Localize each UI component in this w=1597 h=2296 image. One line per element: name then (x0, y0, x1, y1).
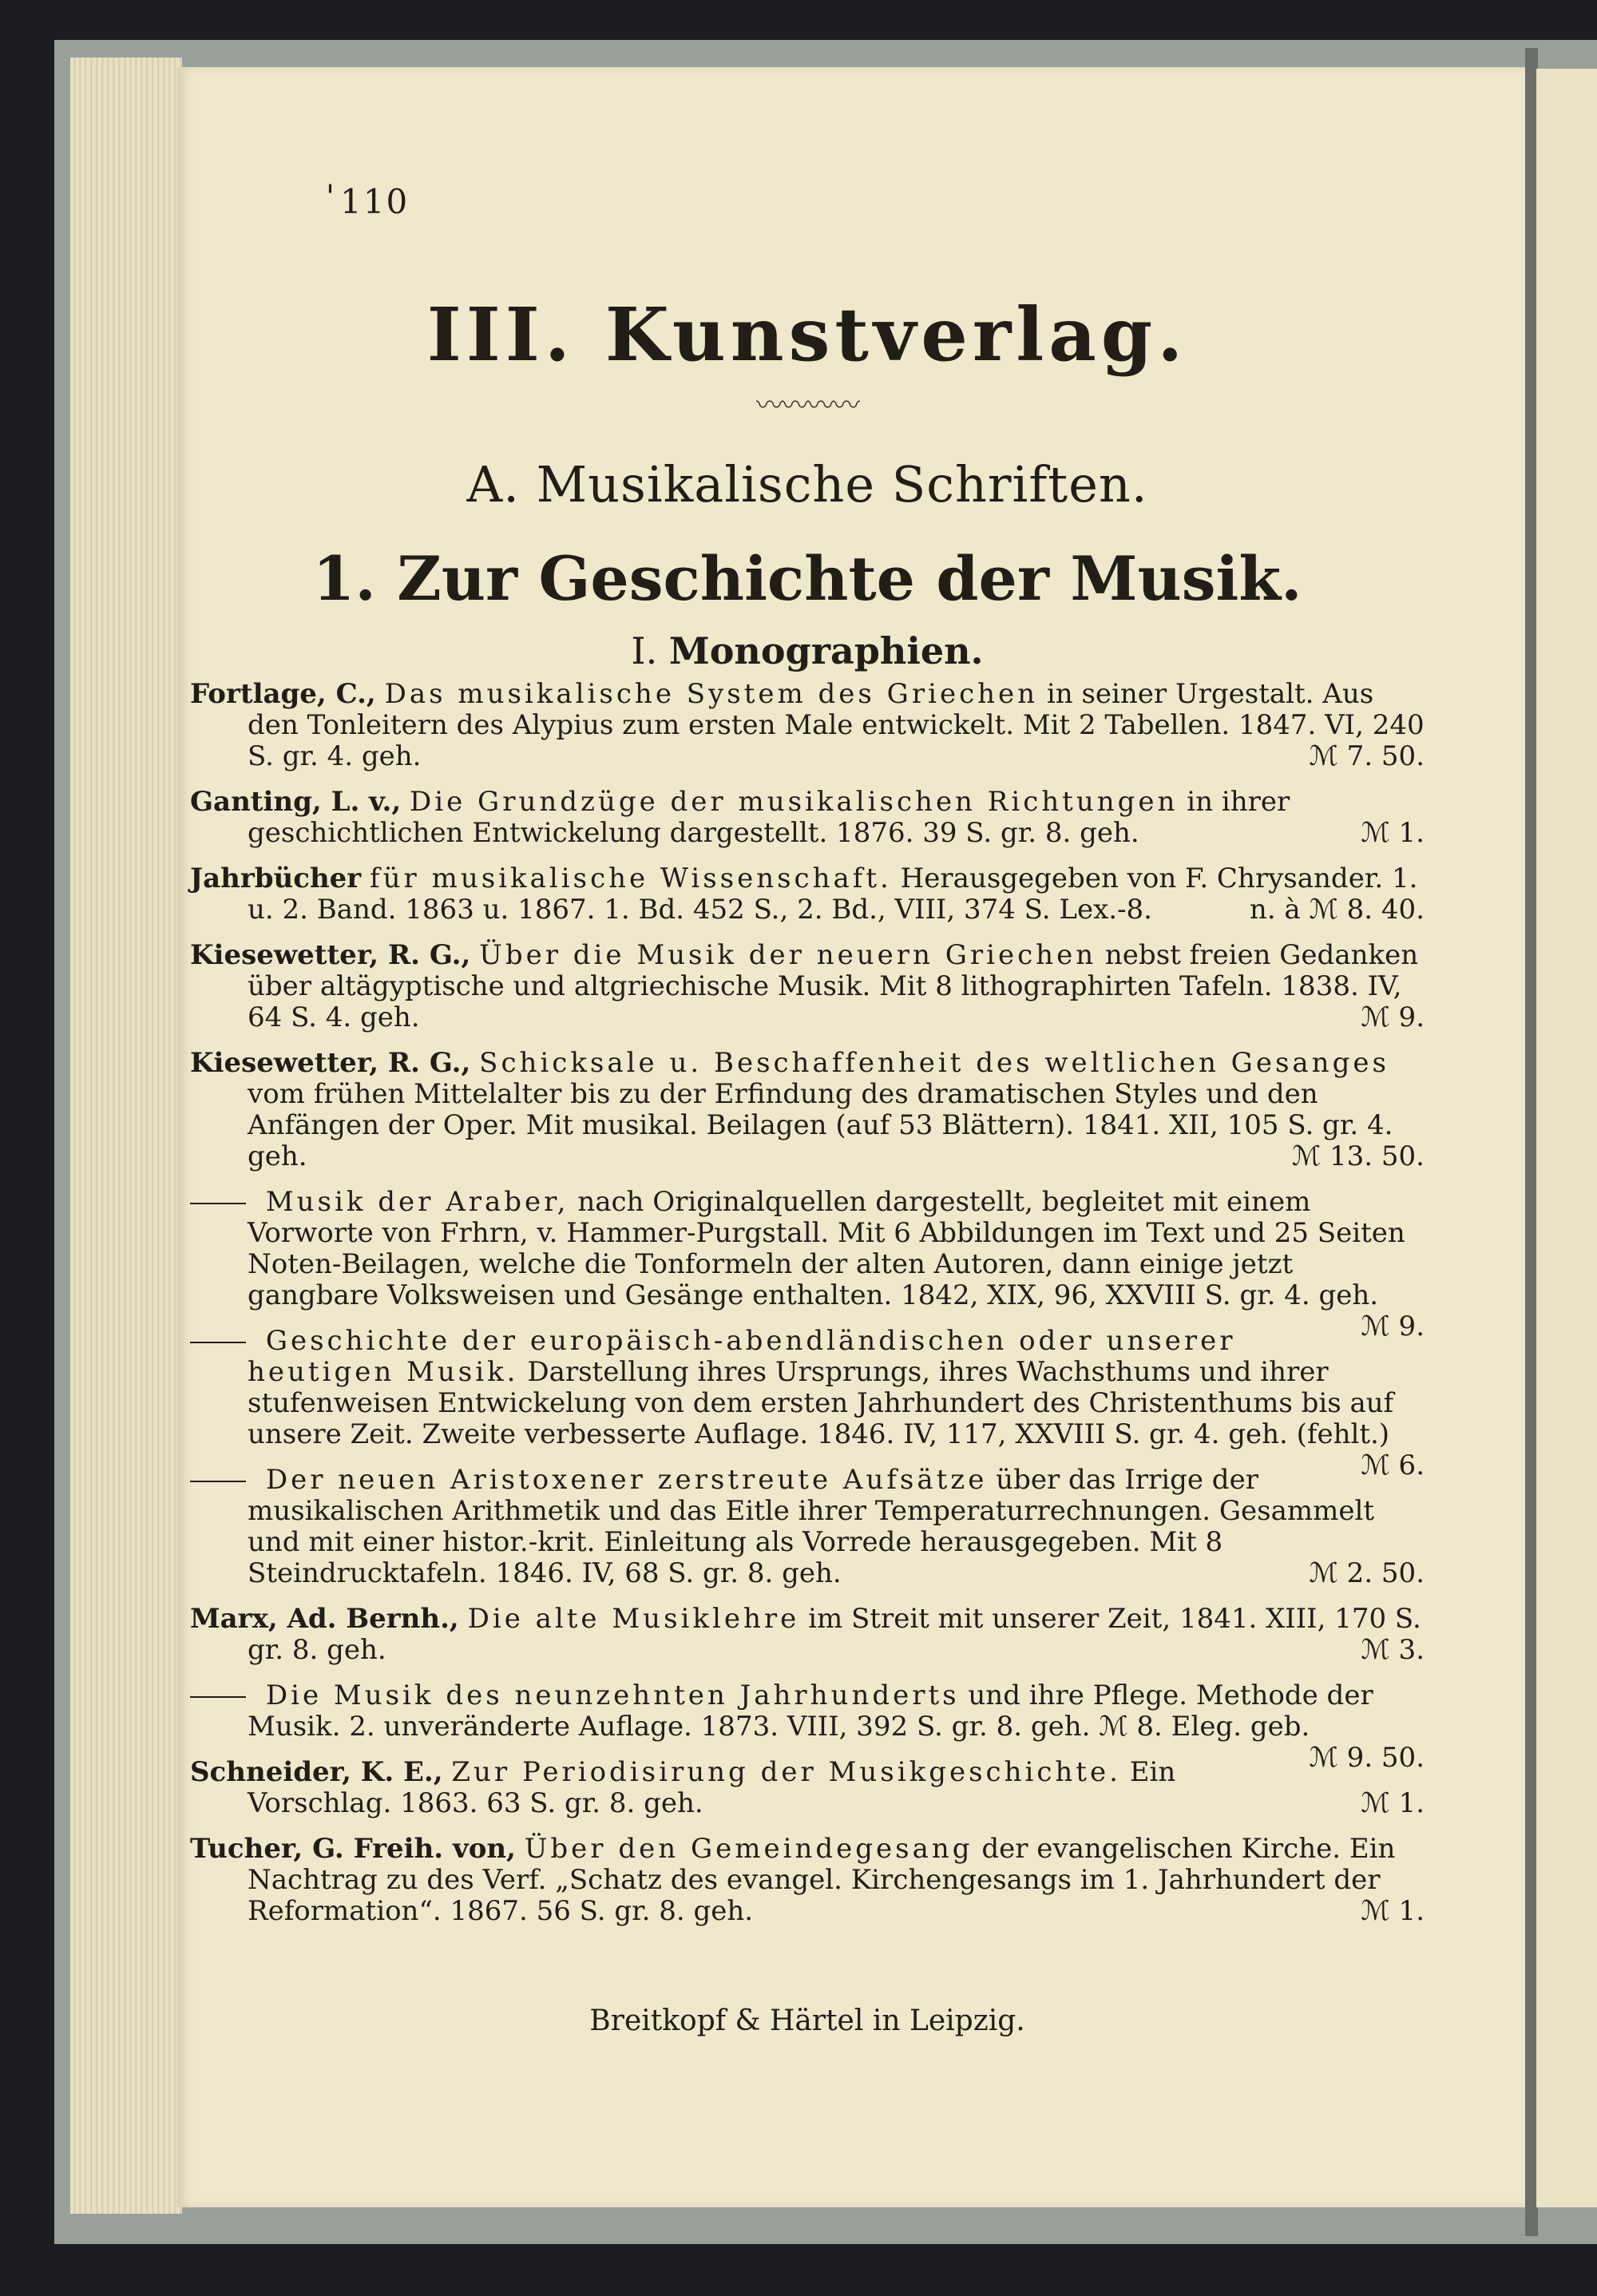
entry-author: Kiesewetter, R. G., (190, 939, 471, 971)
entry-author: Ganting, L. v., (190, 786, 402, 818)
page-mark: ' (326, 179, 335, 216)
entry-price: ℳ 13. 50. (1291, 1140, 1425, 1172)
entry-text: Darstellung ihres Ursprungs, ihres Wachsthums und ihrer stufenweisen Entwickelung von dem ersten Jahrhundert des Christenthums bis auf unsere Zeit. Zweite verbesserte Auflage. 1846. IV, 117, XXVIII S. gr. 4. geh. (fehlt.) (248, 1356, 1394, 1450)
ditto-dash (190, 1696, 246, 1698)
section-title: III. Kunstverlag. (426, 291, 1188, 378)
list-item (190, 1048, 1425, 1172)
entry-title: Der neuen Aristoxener zerstreute Aufsätze (265, 1464, 988, 1496)
entry-text: in ihrer geschichtlichen Entwickelung dargestellt. 1876. 39 S. gr. 8. geh. (248, 786, 1290, 849)
entry-price: ℳ 9. 50. (1309, 1742, 1425, 1774)
entry-text: vom frühen Mittelalter bis zu der Erfindung des dramatischen Styles und den Anfängen der Oper. Mit musikal. Beilagen (auf 53 Blättern). 1841. XII, 105 S. gr. 4. geh. (248, 1078, 1393, 1172)
entry-text: und ihre Pflege. Methode der Musik. 2. unveränderte Auflage. 1873. VIII, 392 S. gr. 8. geh. ℳ 8. Eleg. geb. (248, 1679, 1373, 1743)
list-item (190, 940, 1425, 1033)
entry-title: Die Musik des neunzehnten Jahrhunderts (265, 1679, 960, 1711)
list-item (190, 1757, 1425, 1819)
entry-price: ℳ 9. (1361, 1311, 1425, 1342)
entry-author: Kiesewetter, R. G., (190, 1047, 471, 1079)
entry-text: im Streit mit unserer Zeit, 1841. XIII, 170 S. gr. 8. geh. (248, 1603, 1421, 1666)
entry-author: Fortlage, C., (190, 678, 376, 710)
facing-page-edge (1536, 69, 1597, 2207)
entry-title: für musikalische Wissenschaft. (370, 862, 892, 894)
entry-list (190, 679, 1425, 1941)
list-item (190, 863, 1425, 926)
entry-title: Zur Periodisirung der Musikgeschichte. (451, 1756, 1121, 1788)
ditto-dash (190, 1481, 246, 1482)
entry-price: ℳ 1. (1361, 1787, 1425, 1819)
entry-price: ℳ 1. (1361, 817, 1425, 849)
ditto-dash (190, 1342, 246, 1343)
entry-price: ℳ 2. 50. (1309, 1557, 1425, 1589)
entry-price: ℳ 6. (1361, 1449, 1425, 1481)
entry-text: der evangelischen Kirche. Ein Nachtrag zu des Verf. „Schatz des evangel. Kirchengesangs im 1. Jahrhundert der Reformation“. 1867. 56 S. gr. 8. geh. (248, 1833, 1396, 1927)
entry-price: ℳ 3. (1361, 1634, 1425, 1666)
entry-title: Über die Musik der neuern Griechen (479, 939, 1097, 971)
page-edges (70, 57, 182, 2214)
entry-author: Schneider, K. E., (190, 1756, 443, 1788)
entry-title: Das musikalische System des Griechen (384, 678, 1039, 710)
list-item (190, 787, 1425, 849)
entry-price: ℳ 7. 50. (1309, 740, 1425, 772)
entry-price: ℳ 9. (1361, 1001, 1425, 1033)
entry-title: Geschichte der europäisch-abendländischen oder unserer heutigen Musik. (248, 1325, 1236, 1388)
page-number: 110 (340, 182, 410, 221)
entry-text: nebst freien Gedanken über altägyptische und altgriechische Musik. Mit 8 lithographirten Tafeln. 1838. IV, 64 S. 4. geh. (248, 939, 1419, 1033)
list-item (190, 1186, 1425, 1342)
entry-price: n. à ℳ 8. 40. (1249, 894, 1425, 926)
ornament-divider: 〰〰〰〰 (756, 390, 858, 422)
entry-text: Ein Vorschlag. 1863. 63 S. gr. 8. geh. (248, 1756, 1176, 1819)
entry-title: Die Grundzüge der musikalischen Richtungen (409, 786, 1179, 818)
entry-text: über das Irrige der musikalischen Arithmetik und das Eitle ihrer Temperaturrechnungen. Gesammelt und mit einer histor.-krit. Einleitung als Vorrede herausgegeben. Mit 8 Steindrucktafeln. 1846. IV, 68 S. gr. 8. geh. (248, 1464, 1375, 1589)
entry-title: Musik der Araber, (265, 1186, 569, 1218)
entry-title: Die alte Musiklehre (467, 1603, 800, 1635)
list-item (190, 679, 1425, 772)
list-item (190, 1465, 1425, 1589)
entry-title: Schicksale u. Beschaffenheit des weltlichen Gesanges (479, 1047, 1389, 1079)
entry-text: Herausgegeben von F. Chrysander. 1. u. 2. Band. 1863 u. 1867. 1. Bd. 452 S., 2. Bd., VIII, 374 S. Lex.-8. (248, 862, 1418, 926)
subchapter-title (190, 629, 1425, 672)
publisher-footer: Breitkopf & Härtel in Leipzig. (589, 2005, 1025, 2037)
entry-author: Jahrbücher (190, 862, 362, 894)
subsection-title: A. Musikalische Schriften. (466, 455, 1148, 514)
entry-price: ℳ 1. (1361, 1895, 1425, 1927)
entry-text: in seiner Urgestalt. Aus den Tonleitern des Alypius zum ersten Male entwickelt. Mit 2 Tabellen. 1847. VI, 240 S. gr. 4. geh. (248, 678, 1425, 772)
entry-author: Marx, Ad. Bernh., (190, 1603, 459, 1635)
subchapter-number: I. (631, 629, 658, 672)
entry-text: nach Originalquellen dargestellt, begleitet mit einem Vorworte von Frhrn, v. Hammer-Purgstall. Mit 6 Abbildungen im Text und 25 Seiten Noten-Beilagen, welche die Tonformeln der alten Autoren, dann einige jetzt gangbare Volksweisen und Gesänge enthalten. 1842, XIX, 96, XXVIII S. gr. 4. geh. (248, 1186, 1405, 1311)
list-item (190, 1834, 1425, 1927)
chapter-title: 1. Zur Geschichte der Musik. (312, 543, 1302, 614)
entry-title: Über den Gemeindegesang (524, 1833, 973, 1865)
entry-author: Tucher, G. Freih. von, (190, 1833, 516, 1865)
ditto-dash (190, 1203, 246, 1204)
subchapter-label: Monographien. (668, 629, 984, 672)
list-item (190, 1604, 1425, 1666)
